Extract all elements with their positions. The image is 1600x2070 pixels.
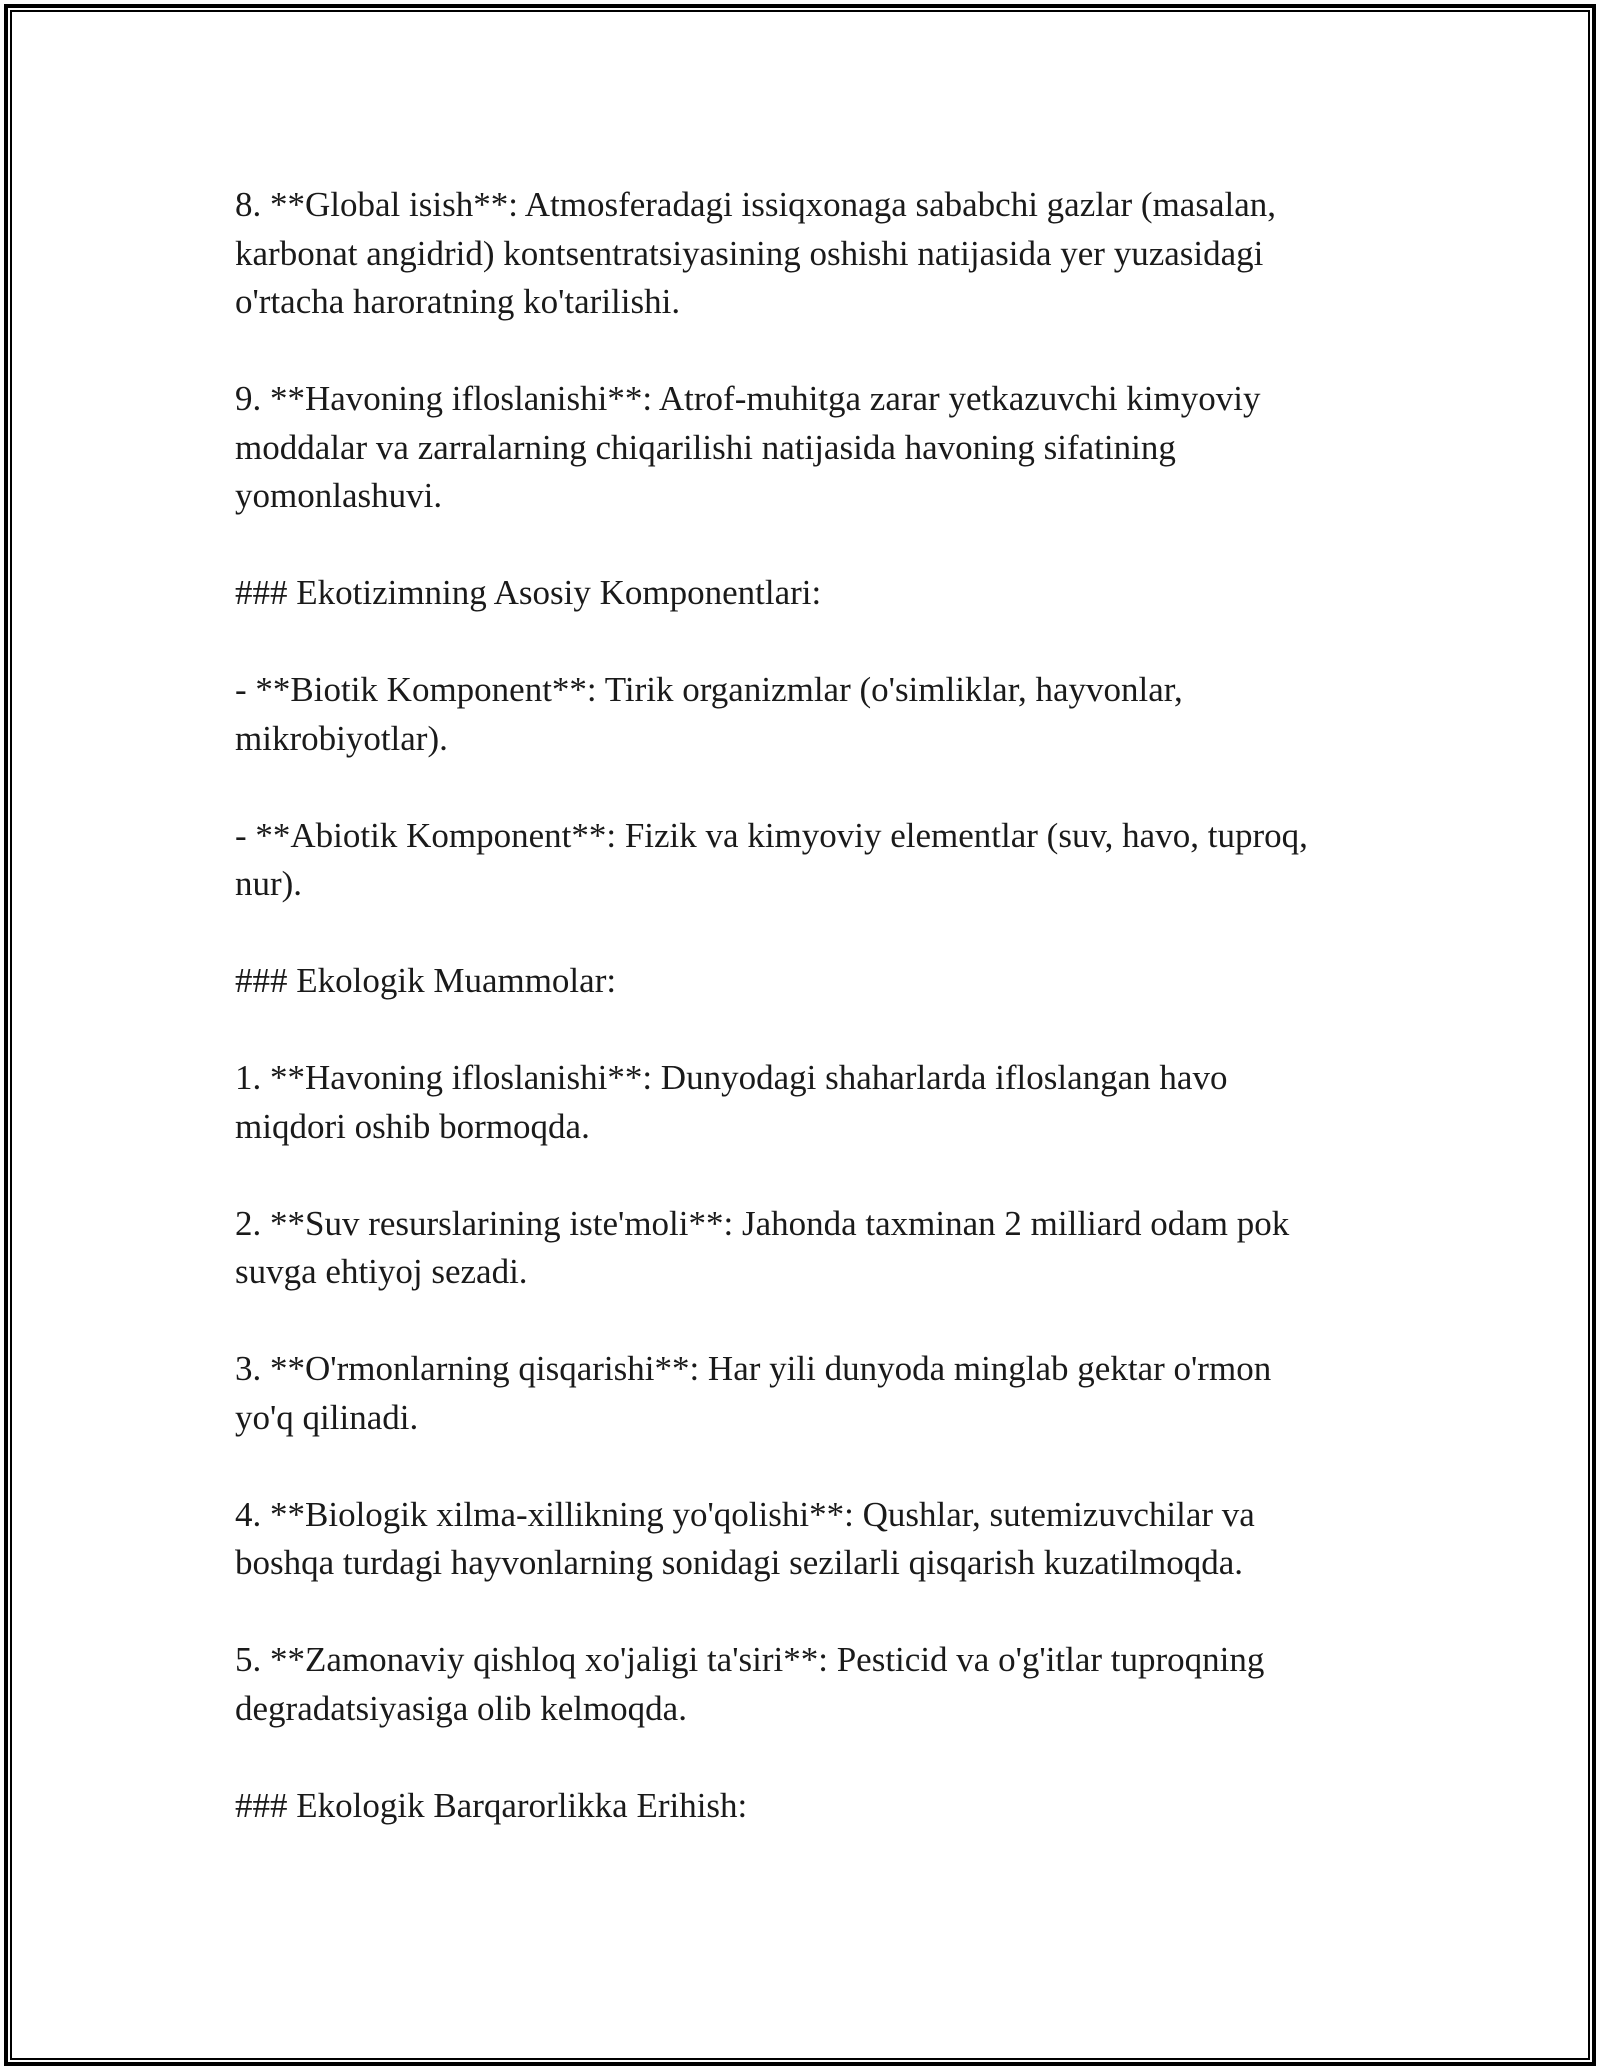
section-heading-sustainability: ### Ekologik Barqarorlikka Erihish: [235, 1785, 748, 1825]
list-item-water-resources: 2. **Suv resurslarining iste'moli**: Jahonda taxminan 2 milliard odam pok suvga ehtiyoj sezadi. [235, 1203, 1290, 1291]
section-heading-ecosystem-components: ### Ekotizimning Asosiy Komponentlari: [235, 573, 822, 612]
list-item-air-pollution-definition: 9. **Havoning ifloslanishi**: Atrof-muhitga zarar yetkazuvchi kimyoviy moddalar va zarralarning chiqarilishi natijasida havoning sifatining yomonlashuvi. [235, 379, 1261, 515]
section-heading-ecological-problems: ### Ekologik Muammolar: [235, 961, 617, 1000]
list-item-deforestation: 3. **O'rmonlarning qisqarishi**: Har yili dunyoda minglab gektar o'rmon yo'q qilinadi. [235, 1349, 1272, 1437]
list-item-abiotic-component: - **Abiotik Komponent**: Fizik va kimyoviy elementlar (suv, havo, tuproq, nur). [235, 815, 1308, 903]
list-item-agriculture-impact: 5. **Zamonaviy qishloq xo'jaligi ta'siri**: Pesticid va o'g'itlar tuproqning degradatsiyasiga olib kelmoqda. [235, 1640, 1265, 1728]
list-item-global-warming: 8. **Global isish**: Atmosferadagi issiqxonaga sababchi gazlar (masalan, karbonat angidrid) kontsentratsiyasining oshishi natijasida yer yuzasidagi o'rtacha haroratning ko'tarilishi. [235, 185, 1276, 321]
list-item-air-pollution: 1. **Havoning ifloslanishi**: Dunyodagi shaharlarda ifloslangan havo miqdori oshib bormoqda. [235, 1058, 1228, 1146]
list-item-biodiversity-loss: 4. **Biologik xilma-xillikning yo'qolishi**: Qushlar, sutemizuvchilar va boshqa turdagi hayvonlarning sonidagi sezilarli qisqarish kuzatilmoqda. [235, 1494, 1255, 1582]
list-item-biotic-component: - **Biotik Komponent**: Tirik organizmlar (o'simliklar, hayvonlar, mikrobiyotlar). [235, 670, 1183, 758]
document-body [235, 181, 1385, 1879]
